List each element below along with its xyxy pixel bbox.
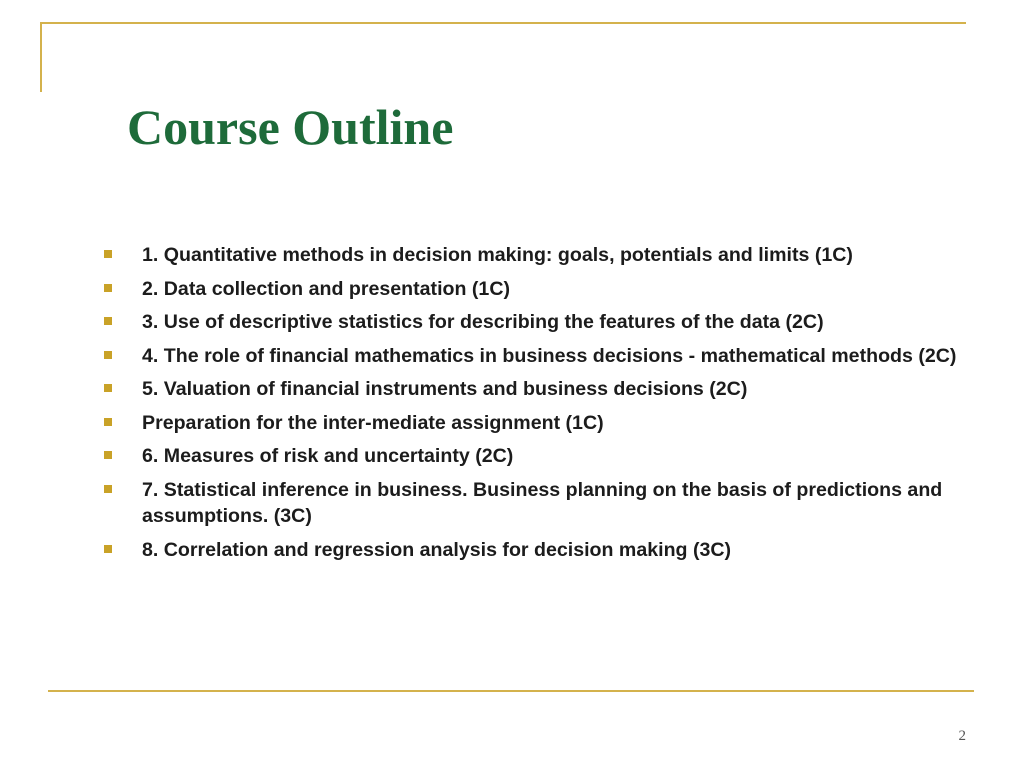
list-item (100, 276, 960, 303)
list-item-text: 7. Statistical inference in business. Business planning on the basis of predictions and assumptions. (3C) (142, 478, 943, 527)
list-item (100, 537, 960, 564)
square-bullet-icon (104, 485, 112, 493)
list-item (100, 477, 960, 530)
list-item-text: 5. Valuation of financial instruments and business decisions (2C) (142, 378, 748, 400)
list-item-text: 4. The role of financial mathematics in business decisions - mathematical methods (2C) (142, 344, 957, 367)
square-bullet-icon (104, 418, 112, 426)
list-item-text: 6. Measures of risk and uncertainty (2C) (142, 445, 514, 467)
list-item (100, 309, 960, 336)
square-bullet-icon (104, 545, 112, 553)
top-border-line (40, 22, 966, 24)
left-border-line (40, 22, 42, 92)
list-item (100, 242, 960, 269)
list-item-text: 3. Use of descriptive statistics for describing the features of the data (2C) (142, 311, 824, 333)
square-bullet-icon (104, 351, 112, 359)
list-item-text: 1. Quantitative methods in decision making: goals, potentials and limits (1C) (142, 244, 853, 266)
slide-title: Course Outline (127, 99, 454, 155)
list-item (100, 376, 960, 403)
page-number: 2 (958, 728, 966, 744)
square-bullet-icon (104, 250, 112, 258)
square-bullet-icon (104, 317, 112, 325)
list-item-text: Preparation for the inter-mediate assignment (1C) (142, 411, 604, 434)
bullet-list (100, 242, 960, 570)
bottom-border-line (48, 690, 974, 692)
list-item (100, 343, 960, 370)
square-bullet-icon (104, 451, 112, 459)
list-item-text: 2. Data collection and presentation (1C) (142, 277, 510, 300)
list-item (100, 443, 960, 470)
list-item (100, 410, 960, 437)
square-bullet-icon (104, 284, 112, 292)
list-item-text: 8. Correlation and regression analysis for decision making (3C) (142, 538, 732, 561)
square-bullet-icon (104, 384, 112, 392)
